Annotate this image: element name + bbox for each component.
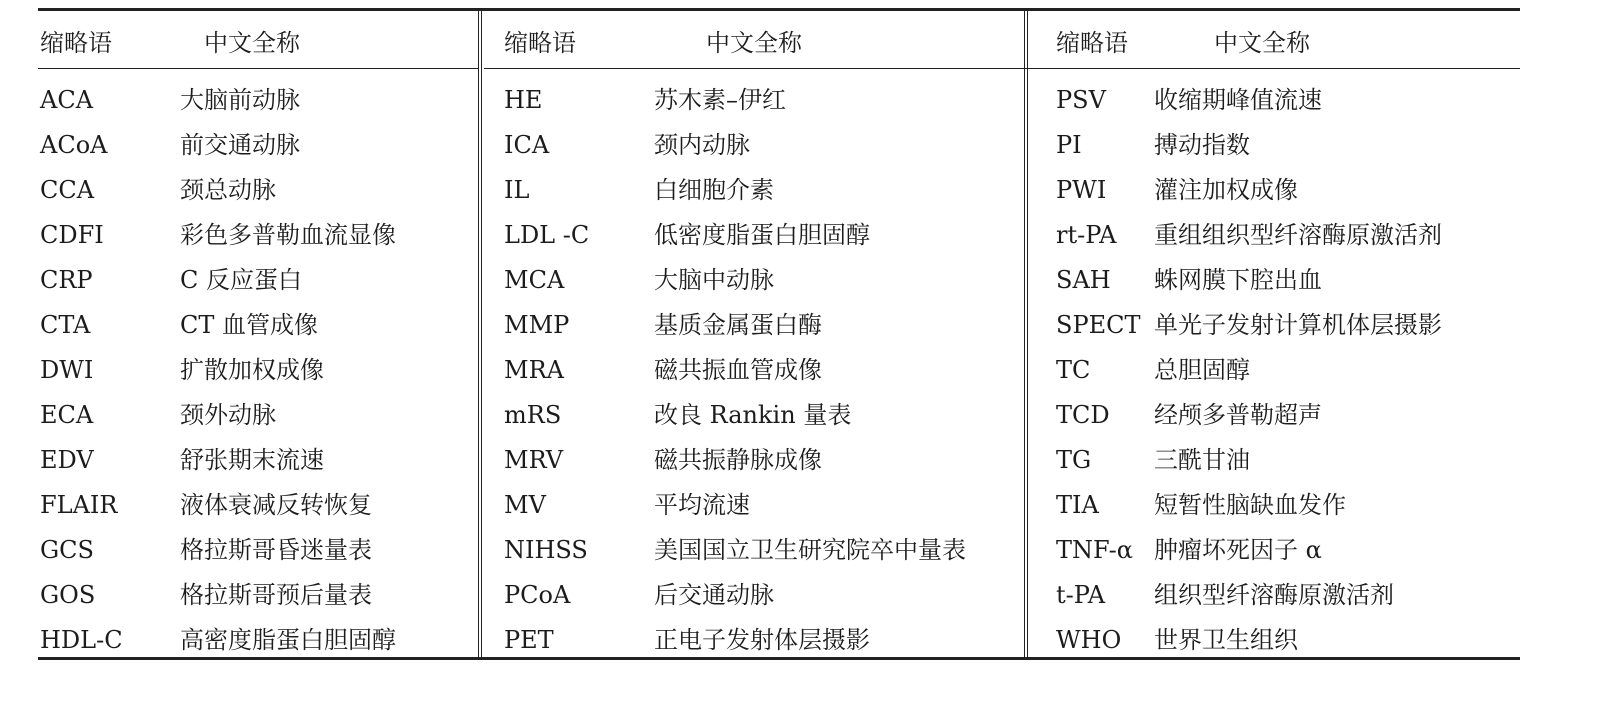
table-row xyxy=(1028,220,1520,265)
table-row xyxy=(38,490,478,535)
table-row xyxy=(484,625,1032,670)
table-row xyxy=(38,580,478,625)
table-column-2 xyxy=(484,11,1032,657)
full-name-cell: 高密度脂蛋白胆固醇 xyxy=(180,626,396,654)
table-row xyxy=(484,310,1032,355)
table-rows xyxy=(484,85,1032,670)
table-row xyxy=(38,175,478,220)
abbreviation-cell: mRS xyxy=(504,401,562,429)
table-row xyxy=(484,130,1032,175)
full-name-cell: 收缩期峰值流速 xyxy=(1154,86,1322,114)
abbreviation-cell: TCD xyxy=(1056,401,1110,429)
abbreviation-cell: TG xyxy=(1056,446,1092,474)
table-header-row xyxy=(38,11,478,69)
full-name-cell: 单光子发射计算机体层摄影 xyxy=(1154,311,1442,339)
full-name-cell: 三酰甘油 xyxy=(1154,446,1250,474)
table-row xyxy=(484,355,1032,400)
full-name-cell: 经颅多普勒超声 xyxy=(1154,401,1322,429)
abbreviation-cell: MV xyxy=(504,491,546,519)
full-name-cell: C 反应蛋白 xyxy=(180,266,302,294)
abbreviation-cell: TC xyxy=(1056,356,1091,384)
abbreviation-cell: CTA xyxy=(40,311,91,339)
full-name-cell: 颈外动脉 xyxy=(180,401,276,429)
full-name-cell: 低密度脂蛋白胆固醇 xyxy=(654,221,870,249)
full-name-cell: 大脑中动脉 xyxy=(654,266,774,294)
abbreviation-cell: GCS xyxy=(40,536,94,564)
abbreviation-cell: IL xyxy=(504,176,530,204)
full-name-cell: 平均流速 xyxy=(654,491,750,519)
full-name-cell: 美国国立卫生研究院卒中量表 xyxy=(654,536,966,564)
table-row xyxy=(1028,130,1520,175)
table-row xyxy=(1028,535,1520,580)
abbreviation-cell: MCA xyxy=(504,266,565,294)
table-row xyxy=(1028,355,1520,400)
table-row xyxy=(38,130,478,175)
table-row xyxy=(1028,265,1520,310)
header-full-name: 中文全称 xyxy=(1214,29,1310,57)
abbreviation-cell: DWI xyxy=(40,356,94,384)
table-row xyxy=(1028,490,1520,535)
abbreviation-cell: ECA xyxy=(40,401,94,429)
abbreviation-cell: PI xyxy=(1056,131,1082,159)
header-abbreviation: 缩略语 xyxy=(504,29,576,57)
abbreviation-table xyxy=(38,8,1520,660)
full-name-cell: 灌注加权成像 xyxy=(1154,176,1298,204)
full-name-cell: 肿瘤坏死因子 α xyxy=(1154,536,1322,564)
table-row xyxy=(1028,175,1520,220)
abbreviation-cell: CDFI xyxy=(40,221,104,249)
full-name-cell: 液体衰减反转恢复 xyxy=(180,491,372,519)
full-name-cell: 颈内动脉 xyxy=(654,131,750,159)
abbreviation-cell: CCA xyxy=(40,176,95,204)
table-row xyxy=(1028,310,1520,355)
full-name-cell: 舒张期末流速 xyxy=(180,446,324,474)
abbreviation-cell: HE xyxy=(504,86,543,114)
full-name-cell: 搏动指数 xyxy=(1154,131,1250,159)
full-name-cell: 格拉斯哥昏迷量表 xyxy=(180,536,372,564)
full-name-cell: 磁共振血管成像 xyxy=(654,356,822,384)
abbreviation-cell: HDL-C xyxy=(40,626,123,654)
full-name-cell: 世界卫生组织 xyxy=(1154,626,1298,654)
full-name-cell: 苏木素–伊红 xyxy=(654,86,786,114)
table-rows xyxy=(38,85,478,670)
abbreviation-cell: MRA xyxy=(504,356,564,384)
full-name-cell: 格拉斯哥预后量表 xyxy=(180,581,372,609)
abbreviation-cell: PWI xyxy=(1056,176,1107,204)
abbreviation-cell: EDV xyxy=(40,446,94,474)
full-name-cell: 后交通动脉 xyxy=(654,581,774,609)
full-name-cell: 短暂性脑缺血发作 xyxy=(1154,491,1346,519)
table-row xyxy=(484,175,1032,220)
table-row xyxy=(484,85,1032,130)
header-abbreviation: 缩略语 xyxy=(40,29,112,57)
abbreviation-cell: ACA xyxy=(40,86,94,114)
abbreviation-cell: LDL -C xyxy=(504,221,590,249)
full-name-cell: 改良 Rankin 量表 xyxy=(654,401,852,429)
table-row xyxy=(38,355,478,400)
table-rows xyxy=(1028,85,1520,670)
abbreviation-cell: PCoA xyxy=(504,581,571,609)
abbreviation-cell: TNF-α xyxy=(1056,536,1133,564)
abbreviation-cell: CRP xyxy=(40,266,93,294)
full-name-cell: 颈总动脉 xyxy=(180,176,276,204)
abbreviation-cell: SPECT xyxy=(1056,311,1141,339)
abbreviation-cell: FLAIR xyxy=(40,491,118,519)
table-row xyxy=(38,85,478,130)
table-row xyxy=(38,625,478,670)
table-row xyxy=(1028,580,1520,625)
table-row xyxy=(38,445,478,490)
full-name-cell: 白细胞介素 xyxy=(654,176,774,204)
table-row xyxy=(38,265,478,310)
abbreviation-cell: ICA xyxy=(504,131,550,159)
table-row xyxy=(1028,445,1520,490)
full-name-cell: 前交通动脉 xyxy=(180,131,300,159)
abbreviation-cell: ACoA xyxy=(40,131,108,159)
column-divider xyxy=(478,11,482,657)
abbreviation-cell: TIA xyxy=(1056,491,1099,519)
full-name-cell: 大脑前动脉 xyxy=(180,86,300,114)
table-row xyxy=(38,220,478,265)
table-row xyxy=(484,580,1032,625)
abbreviation-cell: SAH xyxy=(1056,266,1111,294)
full-name-cell: 磁共振静脉成像 xyxy=(654,446,822,474)
abbreviation-cell: NIHSS xyxy=(504,536,588,564)
abbreviation-cell: PSV xyxy=(1056,86,1106,114)
table-row xyxy=(484,535,1032,580)
abbreviation-cell: WHO xyxy=(1056,626,1122,654)
header-full-name: 中文全称 xyxy=(204,29,300,57)
full-name-cell: 蛛网膜下腔出血 xyxy=(1154,266,1322,294)
table-row xyxy=(484,265,1032,310)
table-row xyxy=(1028,400,1520,445)
abbreviation-cell: rt-PA xyxy=(1056,221,1117,249)
table-row xyxy=(484,220,1032,265)
abbreviation-cell: GOS xyxy=(40,581,96,609)
table-row xyxy=(484,445,1032,490)
full-name-cell: CT 血管成像 xyxy=(180,311,318,339)
full-name-cell: 扩散加权成像 xyxy=(180,356,324,384)
header-full-name: 中文全称 xyxy=(706,29,802,57)
table-row xyxy=(1028,625,1520,670)
full-name-cell: 基质金属蛋白酶 xyxy=(654,311,822,339)
abbreviation-cell: MMP xyxy=(504,311,570,339)
table-row xyxy=(1028,85,1520,130)
full-name-cell: 重组组织型纤溶酶原激活剂 xyxy=(1154,221,1442,249)
table-row xyxy=(38,400,478,445)
table-row xyxy=(38,535,478,580)
header-abbreviation: 缩略语 xyxy=(1056,29,1128,57)
full-name-cell: 正电子发射体层摄影 xyxy=(654,626,870,654)
full-name-cell: 组织型纤溶酶原激活剂 xyxy=(1154,581,1394,609)
abbreviation-cell: t-PA xyxy=(1056,581,1106,609)
table-row xyxy=(484,400,1032,445)
full-name-cell: 彩色多普勒血流显像 xyxy=(180,221,396,249)
abbreviation-cell: MRV xyxy=(504,446,564,474)
table-column-1 xyxy=(38,11,478,657)
table-row xyxy=(484,490,1032,535)
table-header-row xyxy=(484,11,1032,69)
table-header-row xyxy=(1028,11,1520,69)
table-row xyxy=(38,310,478,355)
table-column-3 xyxy=(1028,11,1520,657)
abbreviation-cell: PET xyxy=(504,626,554,654)
full-name-cell: 总胆固醇 xyxy=(1154,356,1250,384)
